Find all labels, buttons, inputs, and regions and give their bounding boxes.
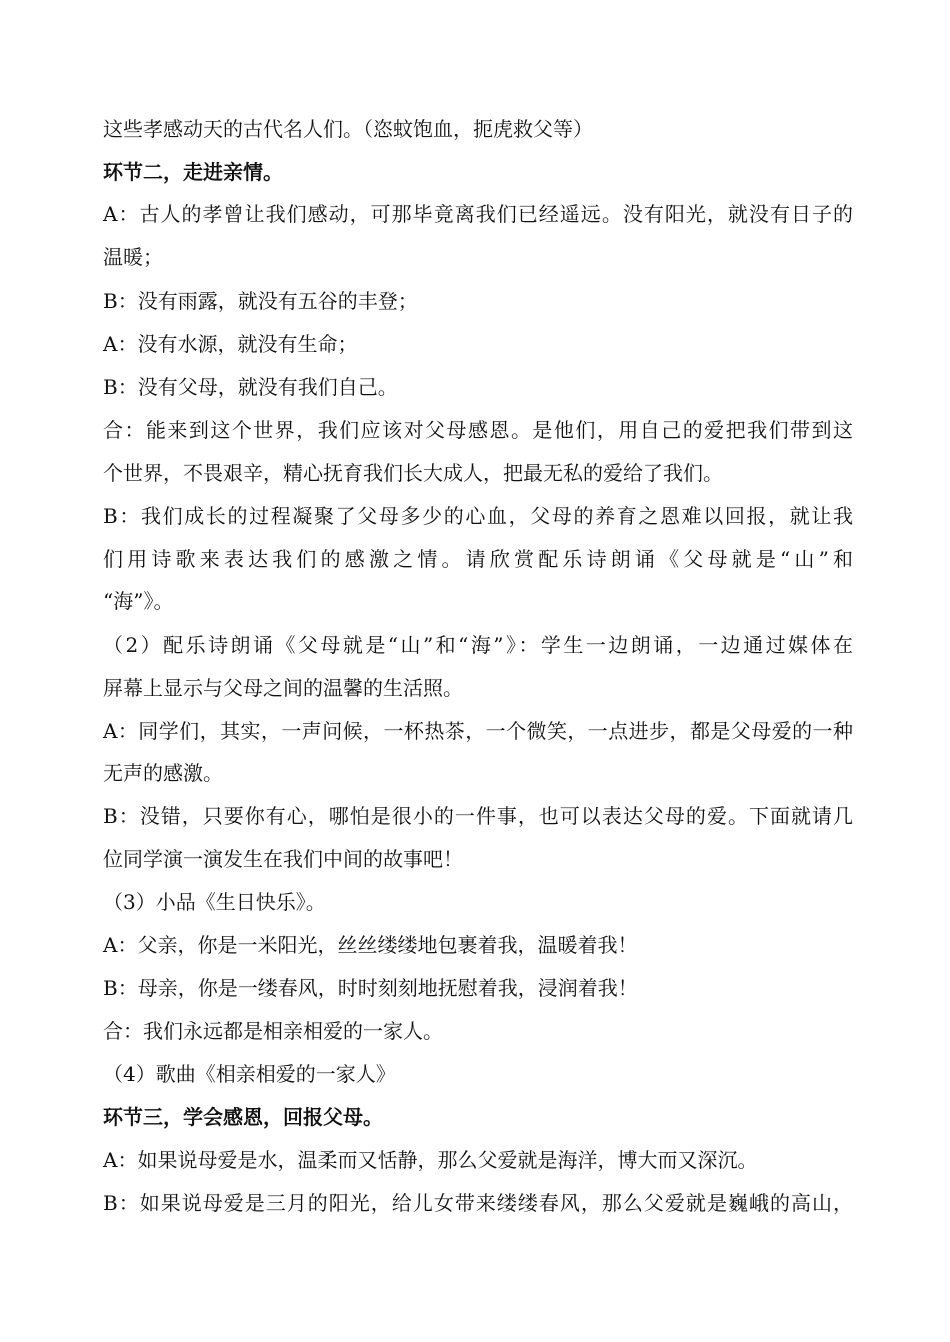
text-line: 屏幕上显示与父母之间的温馨的生活照。 — [103, 676, 463, 700]
text-line: A：同学们，其实，一声问候，一杯热茶，一个微笑，一点进步，都是父母爱的一种 — [103, 719, 853, 743]
text-line: B：没错，只要你有心，哪怕是很小的一件事，也可以表达父母的爱。下面就请几 — [103, 804, 853, 828]
text-line: “海”》。 — [103, 589, 174, 613]
text-line: 合：我们永远都是相亲相爱的一家人。 — [103, 1019, 443, 1043]
text-line: （4）歌曲《相亲相爱的一家人》 — [103, 1062, 396, 1086]
text-line: A：古人的孝曾让我们感动，可那毕竟离我们已经遥远。没有阳光，就没有日子的 — [103, 202, 853, 226]
text-line: B：我们成长的过程凝聚了父母多少的心血，父母的养育之恩难以回报，就让我 — [103, 504, 853, 528]
text-line: B：没有雨露，就没有五谷的丰登； — [103, 289, 418, 313]
text-line: A：没有水源，就没有生命； — [103, 332, 358, 356]
text-line: B：没有父母，就没有我们自己。 — [103, 375, 398, 399]
text-line: A：如果说母爱是水，温柔而又恬静，那么父爱就是海洋，博大而又深沉。 — [103, 1148, 758, 1172]
text-line: 这些孝感动天的古代名人们。（恣蚊饱血，扼虎救父等） — [103, 117, 593, 141]
text-line: （3）小品《生日快乐》。 — [103, 890, 326, 914]
text-line: 个世界，不畏艰辛，精心抚育我们长大成人，把最无私的爱给了我们。 — [103, 461, 723, 485]
text-line: 们用诗歌来表达我们的感激之情。请欣赏配乐诗朗诵《父母就是“山”和 — [103, 547, 853, 571]
text-line: 无声的感激。 — [103, 761, 223, 785]
text-line: B：如果说母爱是三月的阳光，给儿女带来缕缕春风，那么父爱就是巍峨的高山， — [103, 1191, 853, 1215]
section-heading: 环节三，学会感恩，回报父母。 — [103, 1105, 383, 1129]
text-line: 温暖； — [103, 245, 163, 269]
text-line: 合：能来到这个世界，我们应该对父母感恩。是他们，用自己的爱把我们带到这 — [103, 418, 853, 442]
text-line: B：母亲，你是一缕春风，时时刻刻地抚慰着我，浸润着我！ — [103, 976, 638, 1000]
text-line: A：父亲，你是一米阳光，丝丝缕缕地包裹着我，温暖着我！ — [103, 933, 638, 957]
text-line: （2）配乐诗朗诵《父母就是“山”和“海”》：学生一边朗诵，一边通过媒体在 — [103, 633, 853, 657]
text-line: 位同学演一演发生在我们中间的故事吧！ — [103, 847, 463, 871]
section-heading: 环节二，走进亲情。 — [103, 160, 283, 184]
